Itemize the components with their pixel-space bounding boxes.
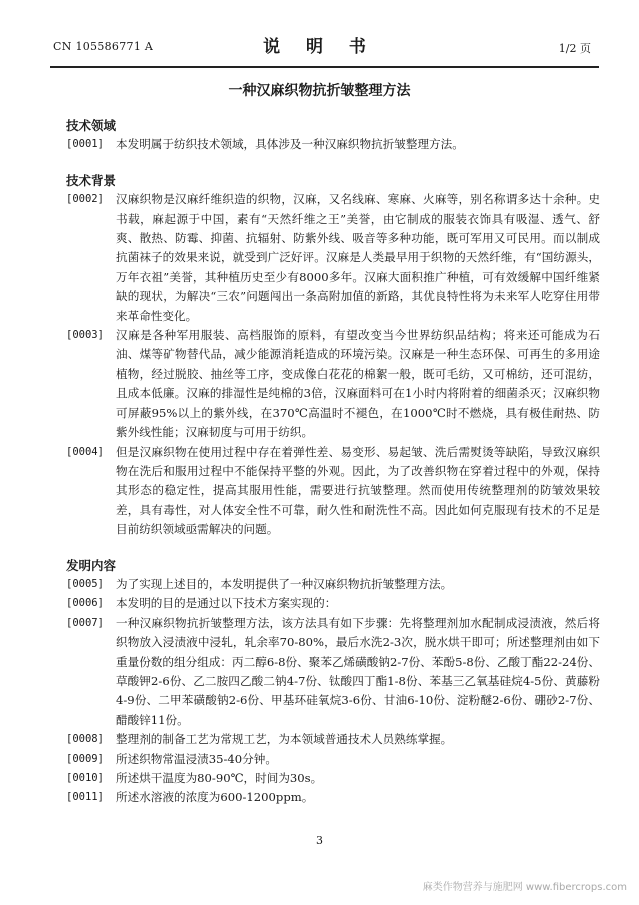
paragraph: [66, 614, 600, 730]
paragraph: [66, 190, 600, 326]
paragraph-number: [0003]: [66, 329, 104, 342]
paragraph-number: [0001]: [66, 138, 104, 151]
paragraph-text: 但是汉麻织物在使用过程中存在着弹性差、易变形、易起皱、洗后需熨烫等缺陷，导致汉麻织物在洗后和服用过程中不能保持平整的外观。因此，为了改善织物在穿着过程中的外观，保持其形态的稳定性，提高其服用性能，需要进行抗皱整理。然而使用传统整理剂的防皱效果较差，具有毒性，对人体安全性不可靠，耐久性和耐洗性不高。因此如何克服现有技术的不足是目前纺织领域亟需解决的问题。: [116, 444, 600, 537]
paragraph: [66, 788, 600, 807]
paragraph-text: 汉麻是各种军用服装、高档服饰的原料，有望改变当今世界纺织品结构；将来还可能成为石油、煤等矿物替代品，减少能源消耗造成的环境污染。汉麻是一种生态环保、可再生的多用途植物，经过脱胶、抽丝等工序，变成像白花花的棉絮一般，既可毛纺，又可棉纺，还可混纺，且成本低廉。汉麻的排湿性是纯棉的3倍，汉麻面料可在1小时内将附着的细菌杀灭；汉麻织物可屏蔽95%以上的紫外线，在370℃高温时不褪色，在1000℃时不燃烧，具有极佳耐热、防紫外线性能；汉麻韧度与可用于纺织。: [116, 328, 600, 440]
document-title: 一种汉麻织物抗折皱整理方法: [228, 83, 411, 99]
document-body: [66, 116, 600, 808]
paragraph-number: [0005]: [66, 577, 104, 590]
paragraph-text: 汉麻织物是汉麻纤维织造的织物，汉麻，又名线麻、寒麻、火麻等，别名称谓多达十余种。史书载，麻起源于中国，素有“天然纤维之王”美誉，由它制成的服装衣饰具有吸湿、透气、舒爽、散热、防霉、抑菌、抗辐射、防紫外线、吸音等多种功能，既可军用又可民用。而以制成抗菌袜子的效果来说，就受到广泛好评。汉麻是人类最早用于织物的天然纤维，有“国纺源头，万年衣祖”美誉，其种植历史至少有8000多年。汉麻大面积推广种植，可有效缓解中国纤维紧缺的现状，为解决“三农”问题闯出一条高附加值的新路，其优良特性将为未来军人吃穿住用带来革命性变化。: [116, 192, 600, 323]
publication-number: CN 105586771 A: [53, 40, 154, 53]
page-count: 1/2 页: [558, 42, 591, 55]
paragraph-number: [0010]: [66, 772, 104, 784]
paragraph-number: [0004]: [66, 445, 104, 458]
header-rule: [50, 66, 599, 68]
page-number: 3: [316, 834, 323, 847]
paragraph: [66, 750, 600, 769]
paragraph-number: [0002]: [66, 193, 104, 206]
page-header: [0, 28, 639, 68]
paragraph-number: [0007]: [66, 616, 104, 629]
section-heading: 技术领域: [66, 118, 117, 133]
paragraph-text: 一种汉麻织物抗折皱整理方法，该方法具有如下步骤：先将整理剂加水配制成浸渍液，然后将织物放入浸渍液中浸轧，轧余率70-80%，最后水洗2-3次，脱水烘干即可；所述整理剂由如下重量份数的组分组成：丙二醇6-8份、聚苯乙烯磺酸钠2-7份、苯酚5-8份、乙酸丁酯22-24份、草酸钾2-6份、乙二胺四乙酸二钠4-7份、钛酸四丁酯1-8份、苯基三乙氧基硅烷4-5份、黄藤粉4-9份、二甲苯磺酸钠2-6份、甲基环硅氧烷3-6份、甘油6-10份、淀粉醚2-6份、硼砂2-7份、醋酸锌11份。: [116, 615, 600, 727]
document-type: 说 明 书: [263, 37, 376, 57]
paragraph-text: 为了实现上述目的，本发明提供了一种汉麻织物抗折皱整理方法。: [116, 576, 453, 591]
paragraph: [66, 443, 600, 540]
paragraph: [66, 575, 600, 594]
section-background: [66, 171, 600, 540]
paragraph-text: 所述水溶液的浓度为600-1200ppm。: [116, 790, 314, 805]
paragraph-number: [0009]: [66, 752, 104, 765]
watermark: 麻类作物营养与施肥网 www.fibercrops.com: [422, 882, 627, 893]
paragraph-text: 所述烘干温度为80-90℃，时间为30s。: [116, 771, 323, 785]
paragraph: [66, 769, 600, 788]
paragraph-text: 本发明的目的是通过以下技术方案实现的：: [116, 596, 337, 611]
section-summary: [66, 556, 600, 808]
section-technical-field: [66, 116, 600, 155]
paragraph-text: 所述织物常温浸渍35-40分钟。: [116, 751, 277, 766]
paragraph-text: 整理剂的制备工艺为常规工艺，为本领域普通技术人员熟练掌握。: [116, 732, 453, 747]
paragraph: [66, 135, 600, 154]
paragraph-text: 本发明属于纺织技术领域，具体涉及一种汉麻织物抗折皱整理方法。: [116, 137, 464, 152]
paragraph: [66, 730, 600, 749]
paragraph-number: [0008]: [66, 733, 104, 746]
paragraph: [66, 326, 600, 442]
paragraph-number: [0011]: [66, 791, 104, 804]
section-heading: 技术背景: [66, 172, 117, 188]
section-heading: 发明内容: [66, 557, 117, 573]
paragraph: [66, 594, 600, 613]
paragraph-number: [0006]: [66, 597, 104, 610]
